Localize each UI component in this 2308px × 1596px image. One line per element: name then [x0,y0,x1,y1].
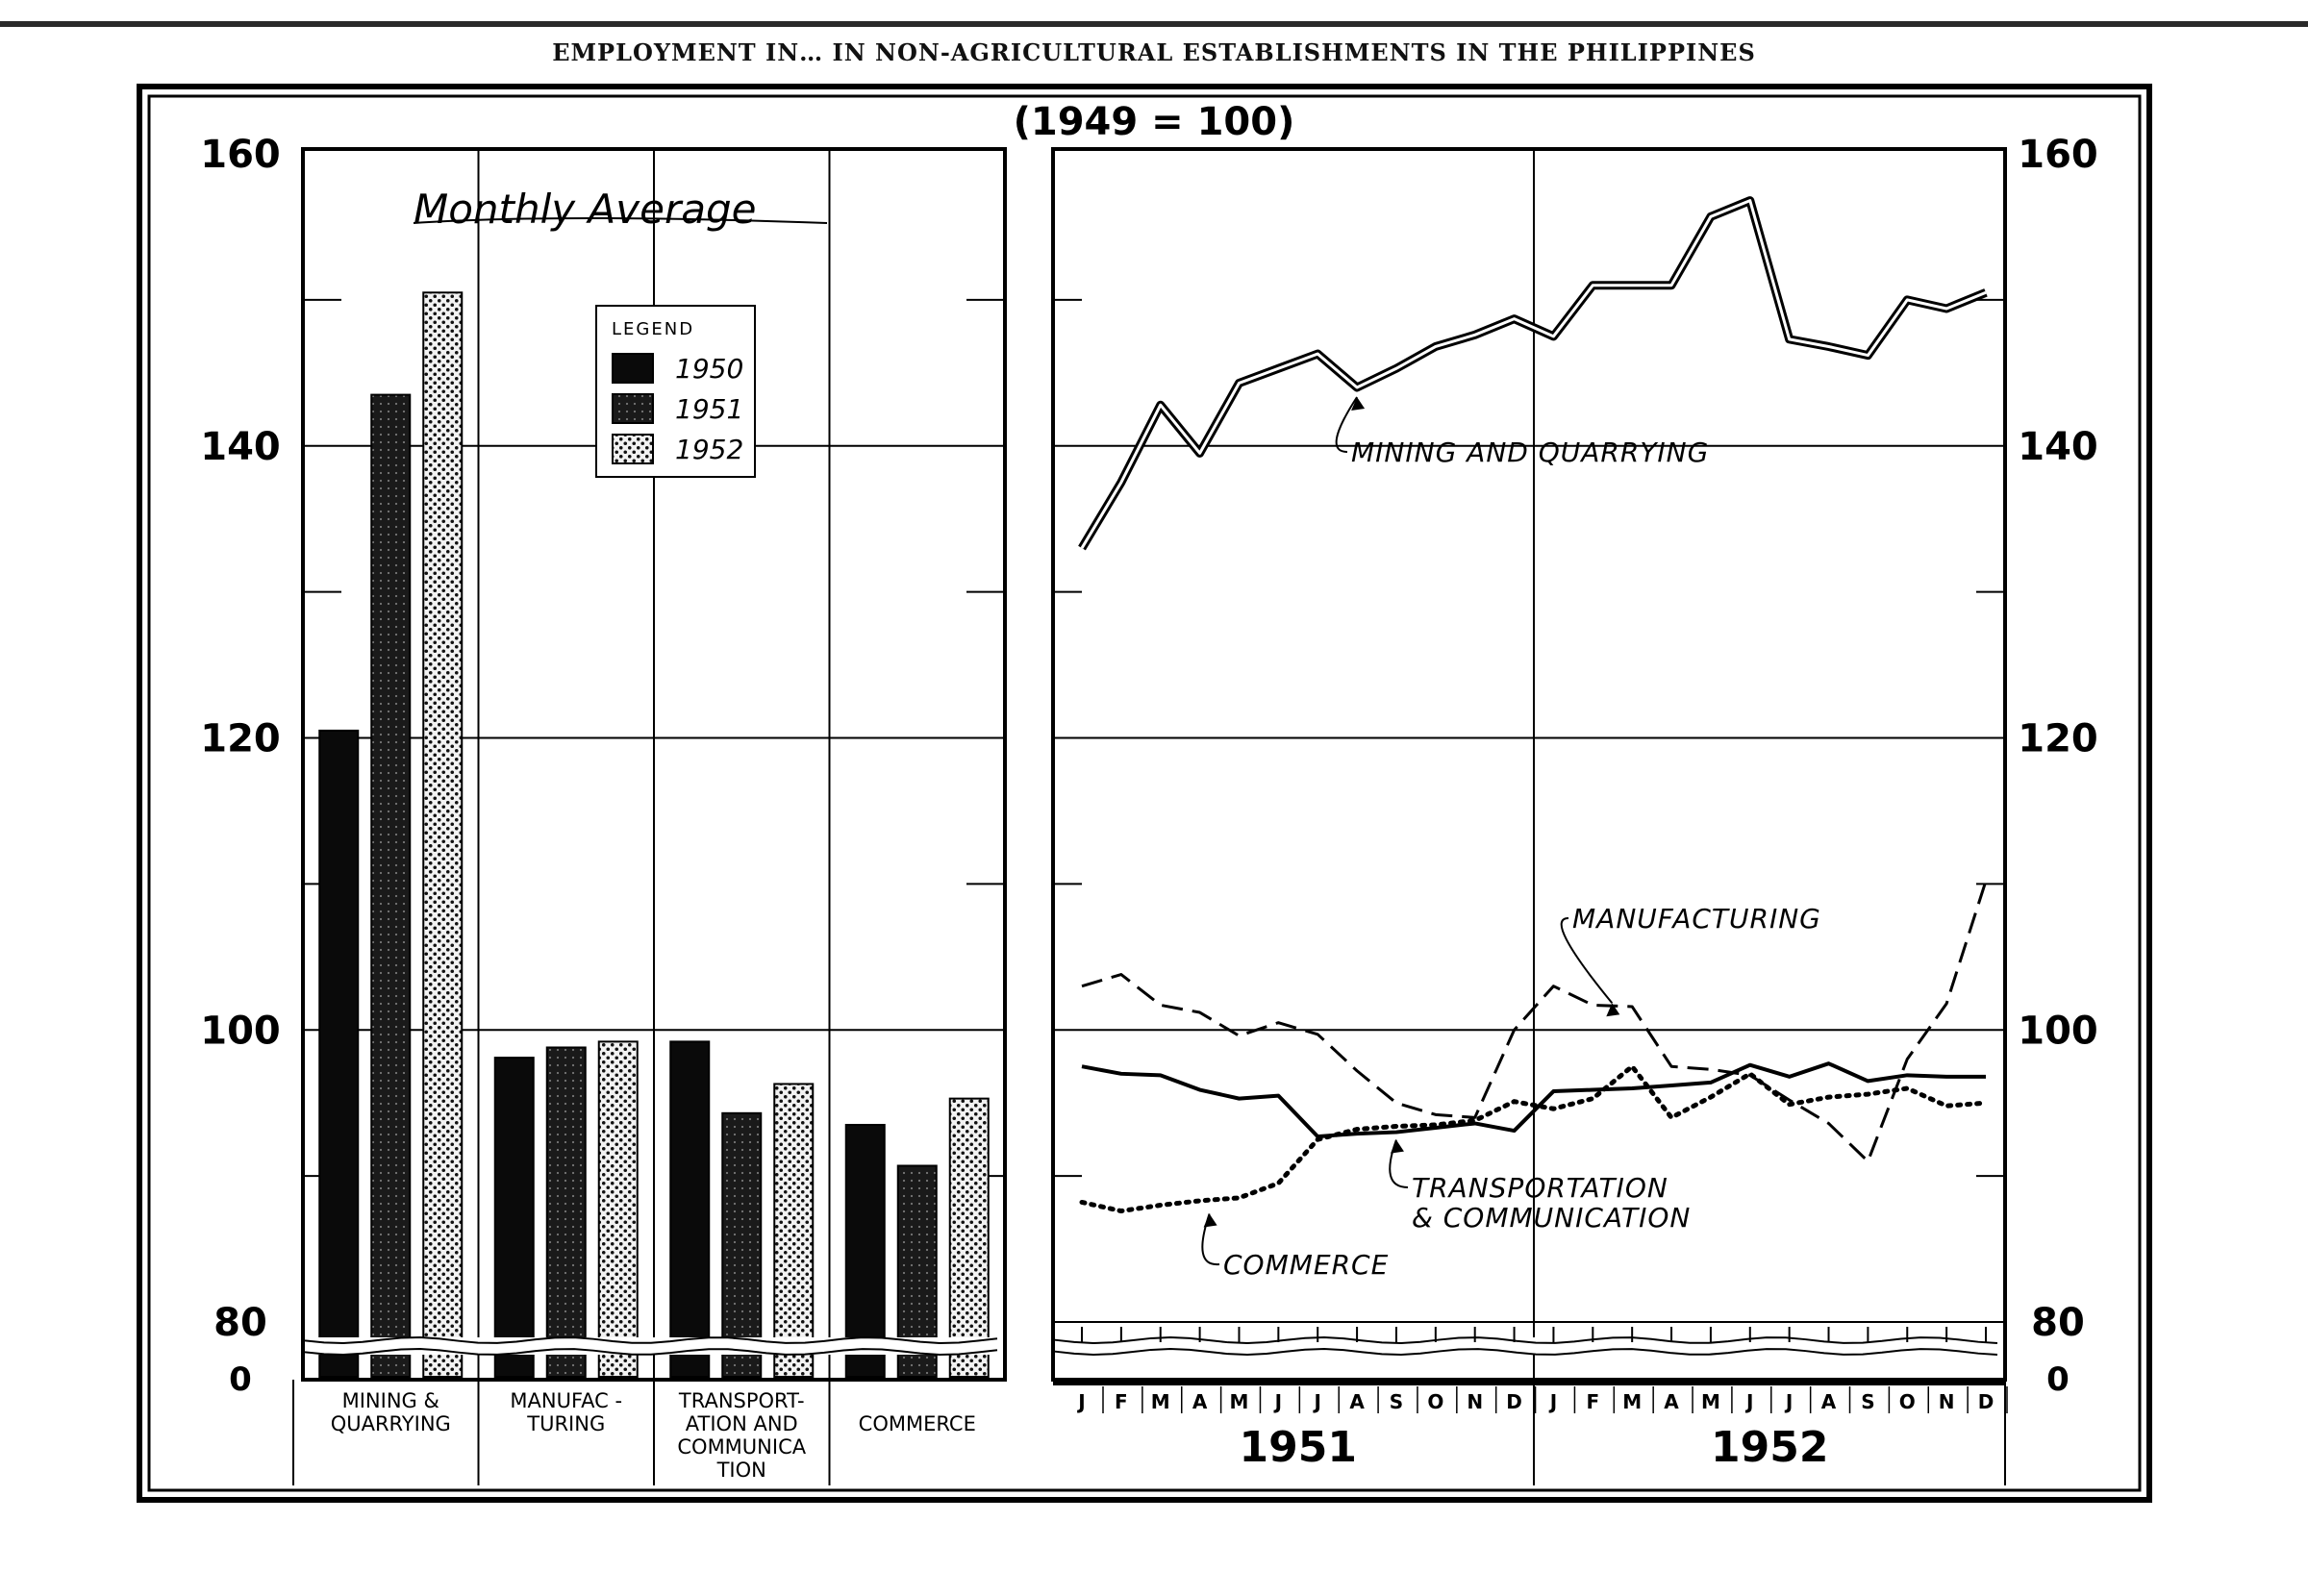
bar-1950-cat-1 [495,1058,534,1377]
y-tick-label: 80 [2031,1301,2085,1345]
y-tick-label: 140 [2018,424,2098,469]
y-tick-label: 120 [200,716,281,761]
month-tick-label: J [1785,1390,1794,1413]
series-label-0: MINING AND QUARRYING [1351,436,1710,468]
month-tick-label: J [1274,1390,1283,1413]
bar-1952-cat-3 [950,1099,989,1377]
month-tick-label: A [1349,1390,1365,1413]
bar-category-label: COMMERCE [858,1412,976,1435]
legend-swatch-1950 [613,354,653,383]
month-tick-label: M [1700,1390,1720,1413]
month-tick-label: M [1622,1390,1643,1413]
line-x-axis [1053,1378,2007,1472]
bar-chart-panel [200,133,1005,1485]
x-axis-bar [1053,1378,2005,1385]
bar-1950-cat-0 [319,731,358,1377]
legend [596,306,755,477]
legend-label-1951: 1951 [675,393,744,425]
series-leader-arrow-2 [1391,1140,1404,1154]
month-tick-label: N [1467,1390,1484,1413]
month-tick-label: J [1549,1390,1558,1413]
month-tick-label: J [1746,1390,1754,1413]
y-tick-label: 160 [2018,133,2098,177]
month-tick-label: J [1078,1390,1086,1413]
legend-label-1952: 1952 [675,434,744,465]
line-chart-panel [1053,133,2098,1485]
legend-swatch-1952 [613,435,653,463]
bar-y-axis [200,133,281,1399]
month-tick-label: J [1314,1390,1321,1413]
line-series-labels [1202,397,1821,1281]
legend-swatch-1951 [613,394,653,423]
y-tick-label: 0 [2046,1360,2070,1399]
y-tick-label: 140 [200,424,281,469]
legend-title: LEGEND [612,319,695,339]
line-y-axis [2018,133,2098,1399]
bar-category-label: MANUFAC -TURING [510,1389,623,1435]
y-tick-label: 0 [229,1360,252,1399]
bar-category-label: TRANSPORT-ATION AND COMMUNICA TION [677,1389,807,1482]
y-tick-label: 100 [200,1009,281,1054]
bar-1950-cat-2 [670,1041,709,1377]
month-tick-label: N [1938,1390,1955,1413]
month-tick-label: M [1150,1390,1170,1413]
bar-1952-cat-0 [423,292,462,1377]
bar-1952-cat-1 [599,1041,638,1377]
legend-label-1950: 1950 [675,353,744,385]
bar-chart-title: Monthly Average [414,186,757,233]
month-tick-label: S [1861,1390,1875,1413]
page-title: EMPLOYMENT IN… IN NON-AGRICULTURAL ESTABLISHMENTS IN THE PHILIPPINES [552,38,1756,66]
month-tick-label: A [1192,1390,1208,1413]
y-tick-label: 100 [2018,1009,2098,1054]
month-tick-label: F [1586,1390,1600,1413]
month-tick-label: A [1820,1390,1837,1413]
bar-category-label: MINING & QUARRYING [330,1389,451,1435]
month-tick-label: D [1977,1390,1994,1413]
y-tick-label: 160 [200,133,281,177]
bar-1952-cat-2 [774,1084,813,1377]
line-axis-break [1055,1327,2003,1355]
y-tick-label: 80 [213,1301,267,1345]
series-leader-arrow-3 [1204,1213,1217,1227]
month-tick-label: A [1664,1390,1679,1413]
bar-1951-cat-1 [547,1047,586,1377]
month-tick-label: S [1389,1390,1404,1413]
bar-axis-break [305,1337,1003,1355]
y-tick-label: 120 [2018,716,2098,761]
base-note: (1949 = 100) [1013,100,1295,144]
year-label: 1951 [1239,1423,1358,1472]
series-label-2: TRANSPORTATION & COMMUNICATION [1412,1172,1692,1234]
series-label-3: COMMERCE [1223,1249,1390,1281]
month-tick-label: D [1506,1390,1522,1413]
series-label-1: MANUFACTURING [1572,903,1821,935]
month-tick-label: O [1898,1390,1916,1413]
month-tick-label: M [1229,1390,1249,1413]
bar-1951-cat-0 [371,395,410,1377]
month-tick-label: O [1427,1390,1444,1413]
year-label: 1952 [1710,1423,1829,1472]
month-tick-label: F [1115,1390,1128,1413]
line-grid [1053,149,2005,1485]
